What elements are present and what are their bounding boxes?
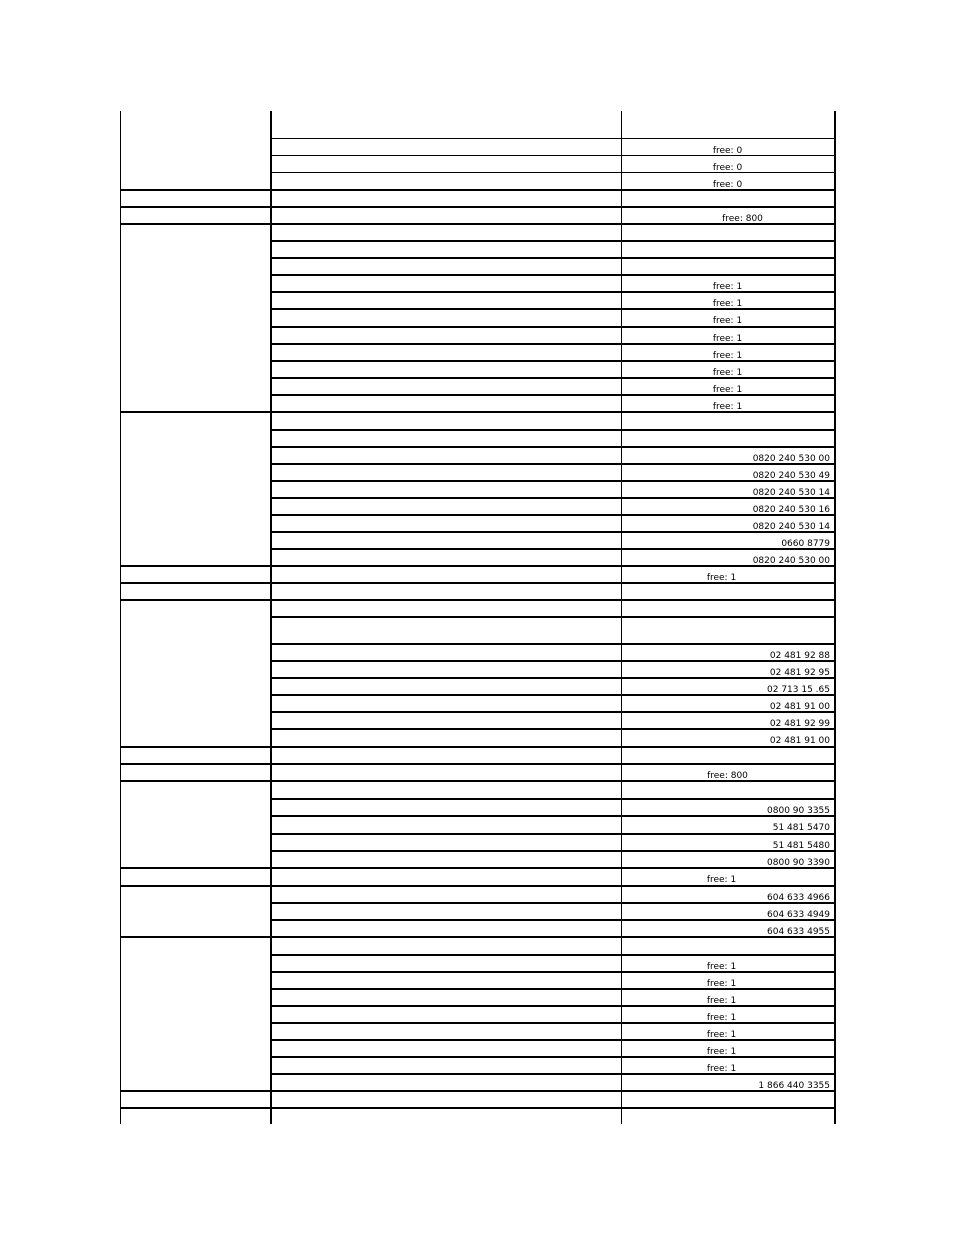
group-divider — [120, 189, 270, 191]
table-row-value: free: 1 — [712, 367, 743, 378]
row-divider — [270, 763, 836, 765]
table-row-value: 604 633 4955 — [767, 926, 830, 937]
table-row-value: free: 1 — [712, 316, 743, 326]
table-row-value: 02 481 92 95 — [769, 667, 830, 678]
group-divider — [120, 599, 270, 601]
table-row-value: 604 633 4966 — [767, 892, 830, 903]
table-row-value: free: 1 — [706, 1012, 737, 1023]
table-row-value: 02 481 91 00 — [769, 736, 830, 746]
group-divider — [120, 1107, 270, 1109]
group-divider — [120, 746, 270, 748]
row-divider — [270, 326, 836, 328]
table-row-value: free: 1 — [712, 333, 743, 344]
table-row-value: 0800 90 3355 — [767, 805, 830, 816]
table-row-value: free: 0 — [712, 179, 743, 190]
table-row-value: 51 481 5470 — [772, 823, 830, 833]
group-divider — [120, 936, 270, 938]
table-row-value: 51 481 5480 — [772, 840, 830, 851]
table-row-value: free: 0 — [712, 162, 743, 173]
group-divider — [120, 780, 270, 782]
table-row-value: free: 1 — [712, 350, 743, 361]
table-row-value: free: 1 — [706, 572, 737, 583]
table-row-value: free: 800 — [722, 213, 763, 224]
table-row-value: 0660 8779 — [781, 538, 830, 549]
row-divider — [270, 429, 836, 431]
table-row-value: free: 1 — [706, 1029, 737, 1040]
group-divider — [120, 206, 270, 208]
row-divider — [270, 274, 836, 276]
table-row-value: 02 713 15 .65 — [767, 684, 830, 695]
row-divider — [270, 138, 836, 139]
group-divider — [120, 223, 270, 225]
table-row-value: 0820 240 530 00 — [752, 555, 830, 566]
row-divider — [270, 257, 836, 259]
row-divider — [270, 446, 836, 448]
table-row-value: free: 1 — [706, 875, 737, 885]
row-divider — [270, 599, 836, 601]
table-row-value: free: 800 — [707, 770, 748, 781]
table-row-value: 0820 240 530 16 — [752, 504, 830, 515]
table-row-value: free: 1 — [706, 978, 737, 989]
table-row-value: 0820 240 530 49 — [752, 470, 830, 481]
table-row-value: free: 1 — [712, 298, 743, 309]
table-row-value: 0820 240 530 14 — [752, 487, 830, 498]
row-divider — [270, 616, 836, 618]
table-row-value: free: 0 — [712, 145, 743, 156]
group-divider — [120, 582, 270, 584]
table-row-value: free: 1 — [706, 995, 737, 1006]
table-row-value: free: 1 — [706, 961, 737, 972]
group-divider — [120, 885, 270, 887]
row-divider — [270, 833, 836, 835]
row-divider — [270, 885, 836, 887]
row-divider — [270, 1107, 836, 1109]
table-row-value: free: 1 — [712, 384, 743, 395]
table-row-value: 02 481 92 88 — [769, 650, 830, 661]
table-row-value: 604 633 4949 — [767, 909, 830, 920]
table-row-value: 02 481 91 00 — [769, 701, 830, 712]
table-row-value: free: 1 — [712, 401, 743, 412]
table-row-value: 1 866 440 3355 — [758, 1080, 830, 1091]
table-row-value: 0800 90 3390 — [767, 857, 830, 868]
table-row-value: free: 1 — [712, 281, 743, 292]
col-divider-left — [120, 111, 121, 1124]
table-row-value: 0820 240 530 00 — [752, 453, 830, 464]
group-divider — [120, 867, 270, 869]
row-divider — [270, 746, 836, 748]
table-row-value: 02 481 92 99 — [769, 718, 830, 729]
table-row-value: free: 1 — [706, 1063, 737, 1074]
table-row-value: free: 1 — [706, 1046, 737, 1057]
row-divider — [270, 206, 836, 208]
table-row-value: 0820 240 530 14 — [752, 521, 830, 532]
row-divider — [270, 798, 836, 800]
group-divider — [120, 763, 270, 765]
group-divider — [120, 1090, 270, 1092]
row-divider — [270, 643, 836, 645]
group-divider — [120, 411, 270, 413]
row-divider — [270, 954, 836, 956]
row-divider — [270, 240, 836, 242]
group-divider — [120, 565, 270, 567]
